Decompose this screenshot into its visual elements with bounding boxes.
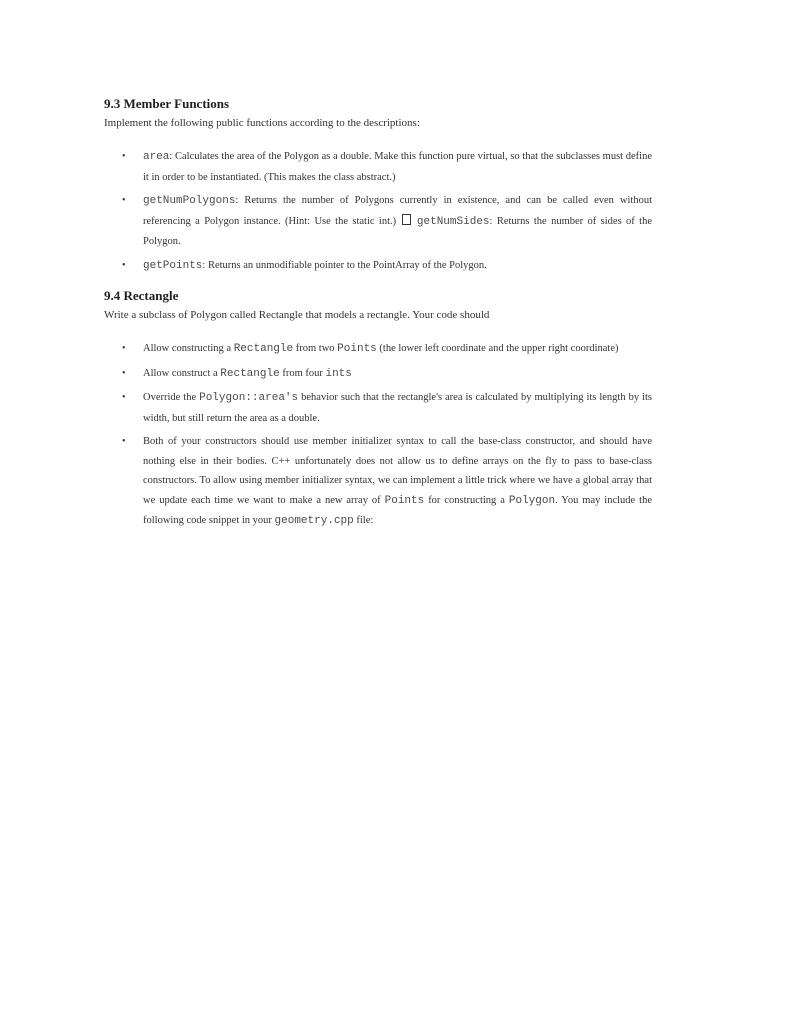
code-term: Points	[337, 343, 377, 355]
code-term: area	[143, 151, 170, 163]
bullet-icon: •	[122, 151, 126, 162]
item-text: : Calculates the area of the Polygon as a double. Make this function pure virtual, so that the subclasses must define it in order to be instantiated. (This makes the class abstract.)	[143, 151, 652, 183]
item-text: . You may include the following code snippet in your	[143, 494, 652, 526]
bullet-icon: •	[122, 367, 126, 379]
code-term: Polygon	[508, 494, 556, 507]
section-heading-member-functions: 9.3 Member Functions	[104, 96, 230, 111]
item-text: : Returns the number of sides of the Polygon.	[143, 215, 652, 247]
code-term: getNumSides	[416, 215, 490, 228]
code-term: Rectangle	[233, 343, 294, 355]
code-term: Polygon::area's	[199, 392, 299, 404]
code-term: Rectangle	[220, 367, 280, 380]
item-text: from two	[293, 343, 338, 354]
item-text: Allow construct a	[143, 367, 221, 379]
bullet-icon: •	[122, 392, 126, 403]
item-text: : Returns an unmodifiable pointer to the PointArray of the Polygon.	[202, 259, 487, 271]
list-item	[104, 147, 652, 187]
bullet-icon: •	[122, 259, 126, 271]
code-term: Points	[384, 494, 425, 507]
section-intro: Write a subclass of Polygon called Rectangle that models a rectangle. Your code should	[104, 309, 490, 321]
list-item	[104, 388, 652, 428]
item-text: Allow constructing a	[143, 343, 234, 354]
bullet-icon: •	[122, 195, 126, 206]
bullet-icon: •	[122, 436, 126, 447]
document-page	[104, 96, 652, 536]
item-text: from four	[279, 367, 326, 379]
list-item	[104, 432, 652, 532]
code-term: getPoints	[143, 259, 203, 272]
item-text: : Returns the number of Polygons currently in existence, and can be called even without referencing a Polygon instance. (Hint: Use the static int.)	[143, 195, 652, 227]
member-functions-list	[104, 147, 652, 276]
item-text: Override the	[143, 392, 200, 403]
code-term: geometry.cpp	[274, 515, 354, 527]
item-text: for constructing a	[424, 494, 509, 506]
code-term: ints	[325, 367, 352, 380]
list-item	[104, 256, 652, 277]
item-text: behavior such that the rectangle's area is calculated by multiplying its length by its width, but still return the area as a double.	[143, 392, 652, 424]
missing-glyph-icon	[402, 214, 411, 225]
item-text: file:	[353, 515, 374, 526]
item-text: (the lower left coordinate and the upper right coordinate)	[376, 343, 619, 354]
item-text: Both of your constructors should use member initializer syntax to call the base-class constructor, and should have nothing else in their bodies. C++ unfortunately does not allow us to define arrays on the fly to pass to base-class constructors. To allow using member initializer syntax, we can implement a little trick where we have a global array that we update each time we want to make a new array of	[143, 436, 652, 506]
section-heading-rectangle: 9.4 Rectangle	[104, 288, 179, 303]
section-intro: Implement the following public functions according to the descriptions:	[104, 117, 420, 129]
list-item	[104, 339, 652, 360]
bullet-icon: •	[122, 343, 126, 354]
list-item	[104, 191, 652, 252]
list-item	[104, 364, 652, 385]
code-term: getNumPolygons	[143, 195, 236, 207]
rectangle-requirements-list	[104, 339, 652, 532]
